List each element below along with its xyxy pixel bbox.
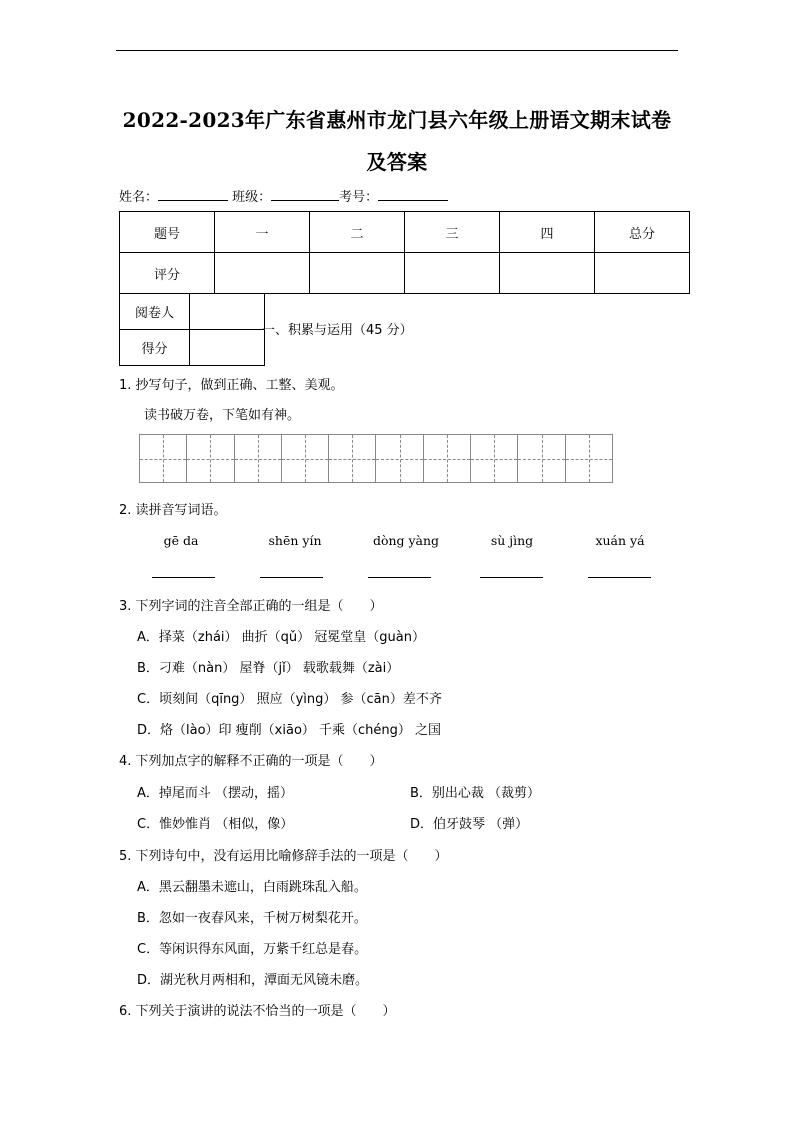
option-c[interactable]: C．惟妙惟肖 （相似，像） [137, 817, 294, 832]
student-info [119, 186, 448, 205]
score-cell[interactable] [500, 253, 595, 294]
option-c[interactable]: C．等闲识得东风面，万紫千红总是春。 [137, 942, 368, 957]
answer-line[interactable] [588, 577, 651, 578]
header-cell: 题号 [120, 212, 215, 253]
pinyin-prompt: sù jìng [490, 533, 534, 548]
question-4 [119, 750, 383, 769]
header-cell: 三 [405, 212, 500, 253]
pinyin-prompt: dòng yàng [372, 533, 440, 548]
option-b[interactable]: B．刁难（nàn） 屋脊（jǐ） 载歌载舞（zài） [137, 661, 400, 676]
pinyin-prompt: gē da [163, 533, 199, 548]
exam-no-field[interactable] [378, 189, 448, 201]
question-2 [119, 499, 227, 518]
document-title: 2022-2023年广东省惠州市龙门县六年级上册语文期末试卷 [122, 108, 672, 132]
class-field[interactable] [271, 189, 339, 201]
score-table-row [120, 253, 690, 294]
grid-cell[interactable] [328, 434, 376, 483]
question-number: 5. [119, 849, 132, 864]
header-cell: 四 [500, 212, 595, 253]
question-text: 下列字词的注音全部正确的一组是（ ） [135, 599, 383, 614]
name-field[interactable] [158, 189, 228, 201]
score-cell[interactable] [215, 253, 310, 294]
name-label: 姓名： [119, 190, 159, 205]
option-a[interactable]: A．黑云翻墨未遮山，白雨跳珠乱入船。 [137, 880, 367, 895]
score-cell[interactable] [405, 253, 500, 294]
answer-line[interactable] [260, 577, 323, 578]
grid-cell[interactable] [565, 434, 613, 483]
score-field[interactable] [190, 330, 265, 366]
option-d[interactable]: D．伯牙鼓琴 （弹） [410, 817, 529, 832]
answer-line[interactable] [368, 577, 431, 578]
score-table [119, 211, 690, 294]
header-cell: 二 [310, 212, 405, 253]
question-text: 读拼音写词语。 [135, 503, 227, 518]
question-number: 3. [119, 599, 132, 614]
option-d[interactable]: D．湖光秋月两相和，潭面无风镜未磨。 [137, 973, 369, 988]
question-number: 4. [119, 754, 132, 769]
reviewer-field[interactable] [190, 294, 265, 330]
grid-cell[interactable] [517, 434, 565, 483]
grid-cell[interactable] [375, 434, 423, 483]
score-cell[interactable] [595, 253, 690, 294]
question-1 [119, 374, 344, 393]
copy-sentence: 读书破万卷，下笔如有神。 [144, 408, 301, 423]
grid-cell[interactable] [234, 434, 282, 483]
grid-cell[interactable] [281, 434, 329, 483]
pinyin-prompt: xuán yá [595, 533, 645, 548]
option-a[interactable]: A．掉尾而斗 （摆动，摇） [137, 786, 294, 801]
score-table-header [120, 212, 690, 253]
option-c[interactable]: C．顷刻间（qīng） 照应（yìng） 参（cān）差不齐 [137, 692, 442, 707]
question-number: 6. [119, 1004, 132, 1019]
header-cell: 一 [215, 212, 310, 253]
option-b[interactable]: B．别出心裁 （裁剪） [410, 786, 541, 801]
header-rule [116, 50, 678, 51]
header-cell: 总分 [595, 212, 690, 253]
question-text: 下列诗句中，没有运用比喻修辞手法的一项是（ ） [135, 849, 448, 864]
question-number: 2. [119, 503, 132, 518]
grid-cell[interactable] [186, 434, 234, 483]
question-text: 抄写句子，做到正确、工整、美观。 [135, 378, 344, 393]
document-title-line2: 及答案 [366, 150, 428, 174]
grid-cell[interactable] [423, 434, 471, 483]
answer-line[interactable] [152, 577, 215, 578]
grid-cell[interactable] [470, 434, 518, 483]
question-6 [119, 1000, 396, 1019]
exam-no-label: 考号： [339, 190, 379, 205]
writing-grid[interactable] [139, 434, 613, 483]
question-5 [119, 845, 448, 864]
question-number: 1. [119, 378, 132, 393]
score-cell[interactable] [310, 253, 405, 294]
grid-cell[interactable] [139, 434, 187, 483]
reviewer-label: 阅卷人 [120, 294, 190, 330]
option-d[interactable]: D．烙（lào）印 瘦削（xiāo） 千乘（chéng） 之国 [137, 723, 442, 738]
question-text: 下列关于演讲的说法不恰当的一项是（ ） [135, 1004, 396, 1019]
grader-table [119, 293, 265, 366]
row-label: 评分 [120, 253, 215, 294]
option-b[interactable]: B．忽如一夜春风来，千树万树梨花开。 [137, 911, 367, 926]
pinyin-prompt: shēn yín [268, 533, 322, 548]
question-3 [119, 595, 383, 614]
option-a[interactable]: A．择菜（zhái） 曲折（qǔ） 冠冕堂皇（guàn） [137, 630, 425, 645]
score-label: 得分 [120, 330, 190, 366]
question-text: 下列加点字的解释不正确的一项是（ ） [135, 754, 383, 769]
class-label: 班级： [232, 190, 272, 205]
section-heading: 一、积累与运用（45 分） [262, 323, 413, 338]
answer-line[interactable] [480, 577, 543, 578]
